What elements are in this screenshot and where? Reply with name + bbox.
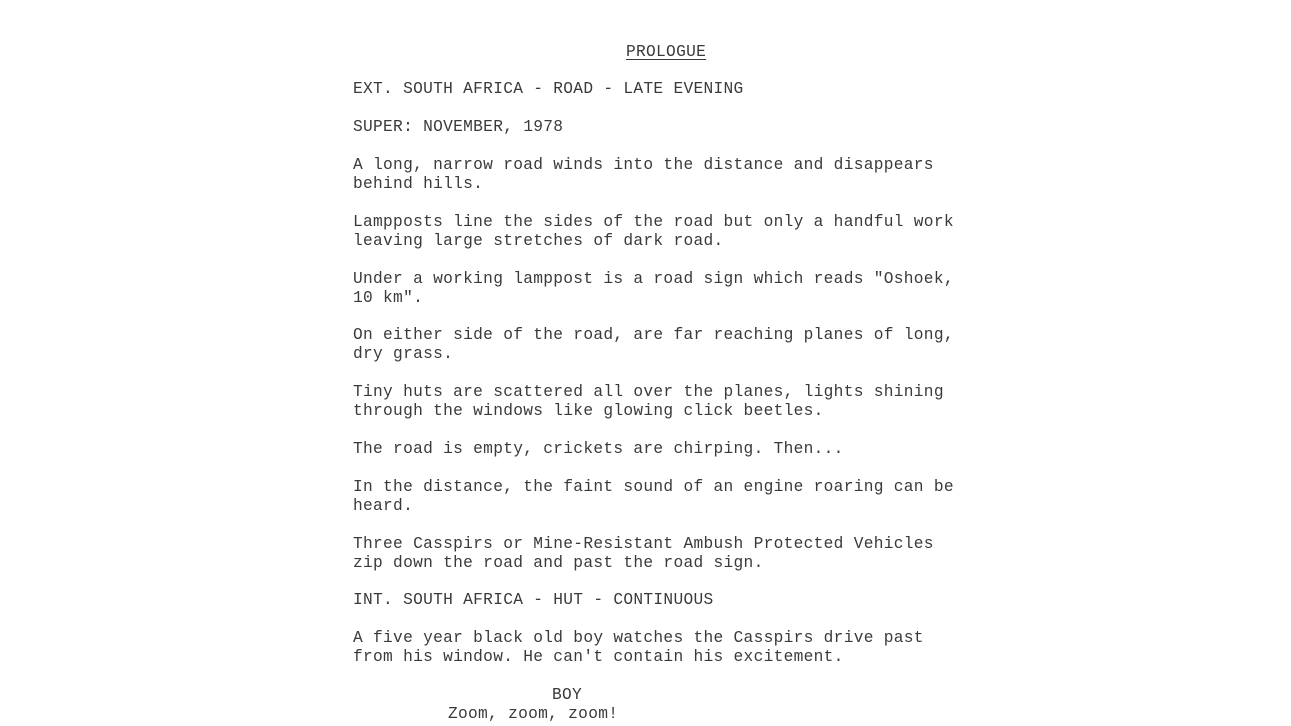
- action-line: SUPER: NOVEMBER, 1978: [353, 118, 564, 136]
- action-line: A long, narrow road winds into the distance and disappears: [353, 156, 934, 174]
- action-line: through the windows like glowing click beetles.: [353, 402, 824, 420]
- action-line: behind hills.: [353, 175, 484, 193]
- scene-heading: EXT. SOUTH AFRICA - ROAD - LATE EVENING: [353, 80, 744, 98]
- action-line: The road is empty, crickets are chirping. Then...: [353, 440, 844, 458]
- action-line: 10 km".: [353, 289, 424, 307]
- action-line: dry grass.: [353, 345, 454, 363]
- action-line: zip down the road and past the road sign.: [353, 554, 764, 572]
- character-name: BOY: [552, 686, 583, 704]
- action-line: leaving large stretches of dark road.: [353, 232, 724, 250]
- action-line: Three Casspirs or Mine-Resistant Ambush Protected Vehicles: [353, 535, 934, 553]
- action-line: heard.: [353, 497, 414, 515]
- action-line: Under a working lamppost is a road sign which reads "Oshoek,: [353, 270, 954, 288]
- action-line: Lampposts line the sides of the road but only a handful work: [353, 213, 954, 231]
- action-line: Tiny huts are scattered all over the planes, lights shining: [353, 383, 944, 401]
- scene-heading: INT. SOUTH AFRICA - HUT - CONTINUOUS: [353, 591, 714, 609]
- dialogue-line: Zoom, zoom, zoom!: [448, 705, 619, 723]
- action-line: A five year black old boy watches the Casspirs drive past: [353, 629, 924, 647]
- action-line: On either side of the road, are far reaching planes of long,: [353, 326, 954, 344]
- action-line: from his window. He can't contain his excitement.: [353, 648, 844, 666]
- page-title: PROLOGUE: [626, 43, 707, 61]
- action-line: In the distance, the faint sound of an engine roaring can be: [353, 478, 954, 496]
